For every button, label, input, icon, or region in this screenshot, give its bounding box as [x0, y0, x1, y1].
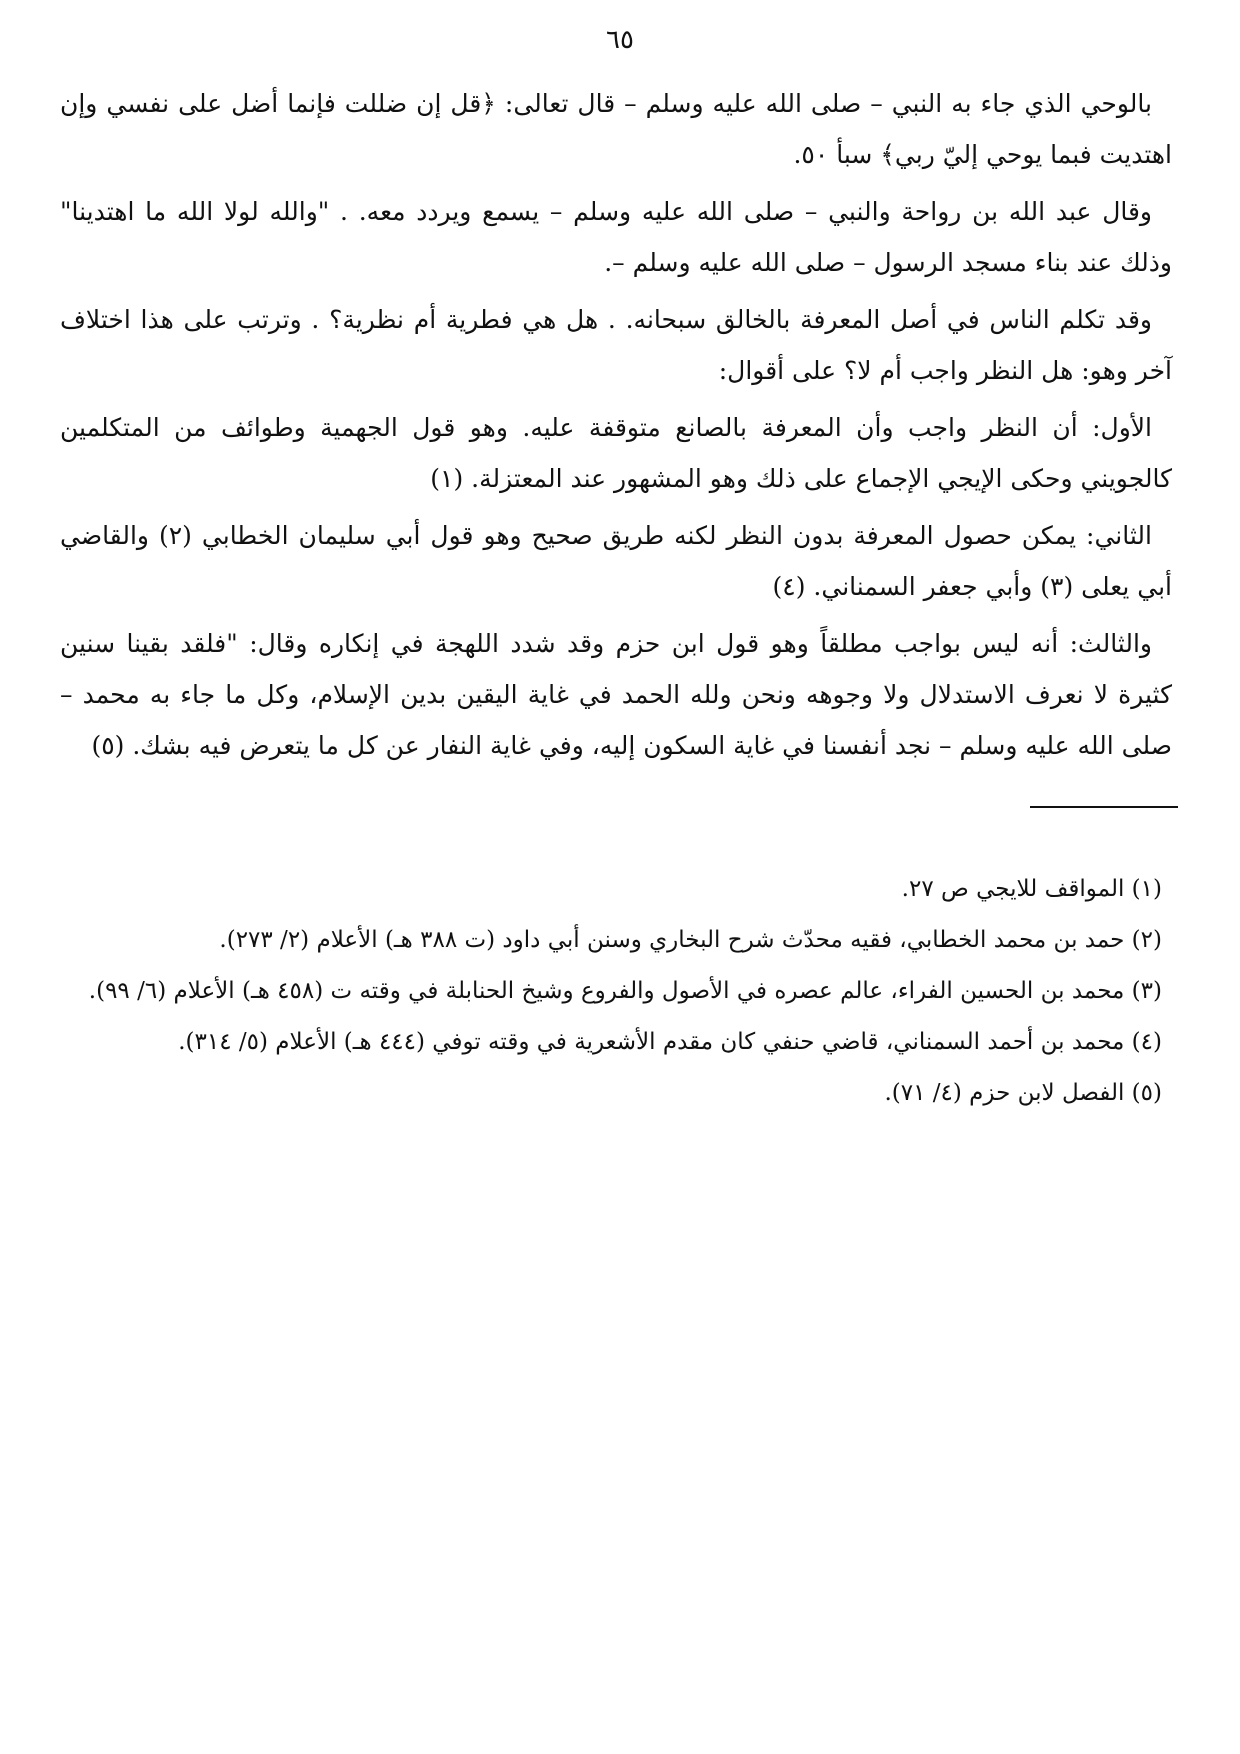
- footnote: (٥) الفصل لابن حزم (٤/ ٧١).: [884, 1080, 1162, 1106]
- paragraph: وقد تكلم الناس في أصل المعرفة بالخالق سبحانه. . هل هي فطرية أم نظرية؟ . وترتب على هذا اختلاف آخر وهو: هل النظر واجب أم لا؟ على أقوال:: [60, 305, 1172, 385]
- paragraph: بالوحي الذي جاء به النبي – صلى الله عليه وسلم – قال تعالى: ﴿قل إن ضللت فإنما أضل على نفسي وإن اهتديت فبما يوحي إليّ ربي﴾ سبأ ٥٠.: [60, 89, 1172, 169]
- paragraph: والثالث: أنه ليس بواجب مطلقاً وهو قول ابن حزم وقد شدد اللهجة في إنكاره وقال: "فلقد بقينا سنين كثيرة لا نعرف الاستدلال ولا وجوهه ونحن ولله الحمد في غاية اليقين بدين الإسلام، وكل ما جاء به محمد – صلى الله عليه وسلم – نجد أنفسنا في غاية السكون إليه، وفي غاية النفار عن كل ما يتعرض فيه بشك. (٥): [60, 629, 1172, 760]
- paragraph: وقال عبد الله بن رواحة والنبي – صلى الله عليه وسلم – يسمع ويردد معه. . "والله لولا الله ما اهتدينا" وذلك عند بناء مسجد الرسول – صلى الله عليه وسلم –.: [60, 197, 1172, 277]
- page-number: ٦٥: [606, 25, 634, 55]
- footnote: (٤) محمد بن أحمد السمناني، قاضي حنفي كان مقدم الأشعرية في وقته توفي (٤٤٤ هـ) الأعلام (٥/ ٣١٤).: [178, 1029, 1162, 1055]
- footnotes: [60, 866, 1172, 1121]
- footnote: (١) المواقف للايجي ص ٢٧.: [901, 876, 1162, 902]
- footnote-divider: [1030, 806, 1178, 808]
- paragraph: الأول: أن النظر واجب وأن المعرفة بالصانع متوقفة عليه. وهو قول الجهمية وطوائف من المتكلمين كالجويني وحكى الإيجي الإجماع على ذلك وهو المشهور عند المعتزلة. (١): [60, 413, 1172, 493]
- footnote: (٢) حمد بن محمد الخطابي، فقيه محدّث شرح البخاري وسنن أبي داود (ت ٣٨٨ هـ) الأعلام (٢/ ٢٧٣).: [219, 927, 1162, 953]
- body-text: [60, 78, 1172, 777]
- footnote: (٣) محمد بن الحسين الفراء، عالم عصره في الأصول والفروع وشيخ الحنابلة في وقته ت (٤٥٨ هـ) الأعلام (٦/ ٩٩).: [88, 978, 1162, 1004]
- paragraph: الثاني: يمكن حصول المعرفة بدون النظر لكنه طريق صحيح وهو قول أبي سليمان الخطابي (٢) والقاضي أبي يعلى (٣) وأبي جعفر السمناني. (٤): [60, 521, 1172, 601]
